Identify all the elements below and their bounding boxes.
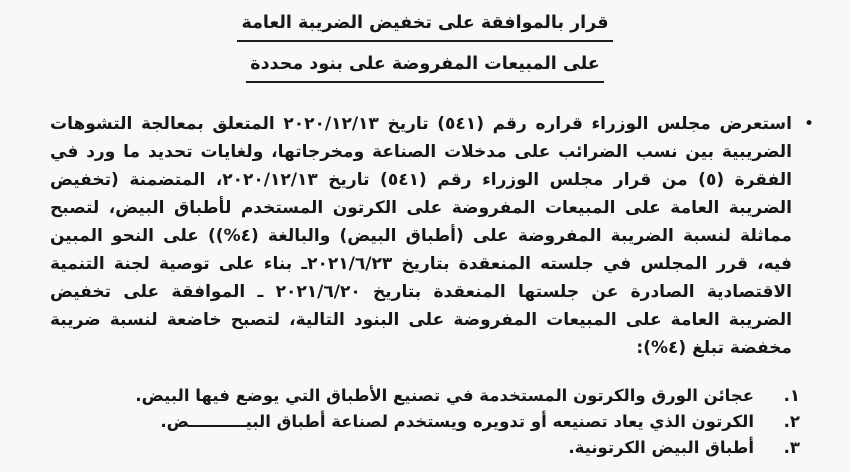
title-line-1 xyxy=(0,11,850,42)
document-title xyxy=(0,0,850,83)
list-item-text: الكرتون الذي يعاد تصنيعه أو تدويره ويستخدم لصناعة أطباق البيــــــــــض. xyxy=(160,412,754,431)
list-item-number: ١. xyxy=(783,386,800,405)
decision-paragraph xyxy=(50,110,814,362)
list-item-text: أطباق البيض الكرتونية. xyxy=(568,438,754,457)
list-item xyxy=(40,409,800,435)
list-item-text: عجائن الورق والكرتون المستخدمة في تصنيع الأطباق التي يوضع فيها البيض. xyxy=(135,386,754,405)
decision-paragraph-text: استعرض مجلس الوزراء قراره رقم (٥٤١) تاريخ ٢٠٢٠/١٢/١٣ المتعلق بمعالجة التشوهات الضريبية بين نسب الضرائب على مدخلات الصناعة ومخرجاتها، ولغايات تحديد ما ورد في الفقرة (٥) من قرار مجلس الوزراء رقم (٥٤١) تاريخ ٢٠٢٠/١٢/١٣، المتضمنة (تخفيض الضريبة العامة على المبيعات المفروضة على الكرتون المستخدم لأطباق البيض، لتصبح مماثلة لنسبة الضريبة المفروضة على (أطباق البيض) والبالغة (٤%)) على النحو المبين فيه، قرر المجلس في جلسته المنعقدة بتاريخ ٢٠٢١/٦/٢٣ـ بناء على توصية لجنة التنمية الاقتصادية الصادرة عن جلستها المنعقدة بتاريخ ٢٠٢١/٦/٢٠ ـ الموافقة على تخفيض الضريبة العامة على المبيعات المفروضة على البنود التالية، لتصبح خاضعة لنسبة ضريبة مخفضة تبلغ (٤%): xyxy=(50,114,792,358)
list-item xyxy=(40,435,800,461)
list-item-number: ٣. xyxy=(783,438,800,457)
title-line-1-text: قرار بالموافقة على تخفيض الضريبة العامة xyxy=(237,11,612,42)
title-line-2 xyxy=(0,52,850,83)
bullet-marker: • xyxy=(803,114,814,134)
title-line-2-text: على المبيعات المفروضة على بنود محددة xyxy=(246,52,603,83)
reduced-tax-items-list xyxy=(40,383,800,461)
list-item xyxy=(40,383,800,409)
list-item-number: ٢. xyxy=(783,412,800,431)
